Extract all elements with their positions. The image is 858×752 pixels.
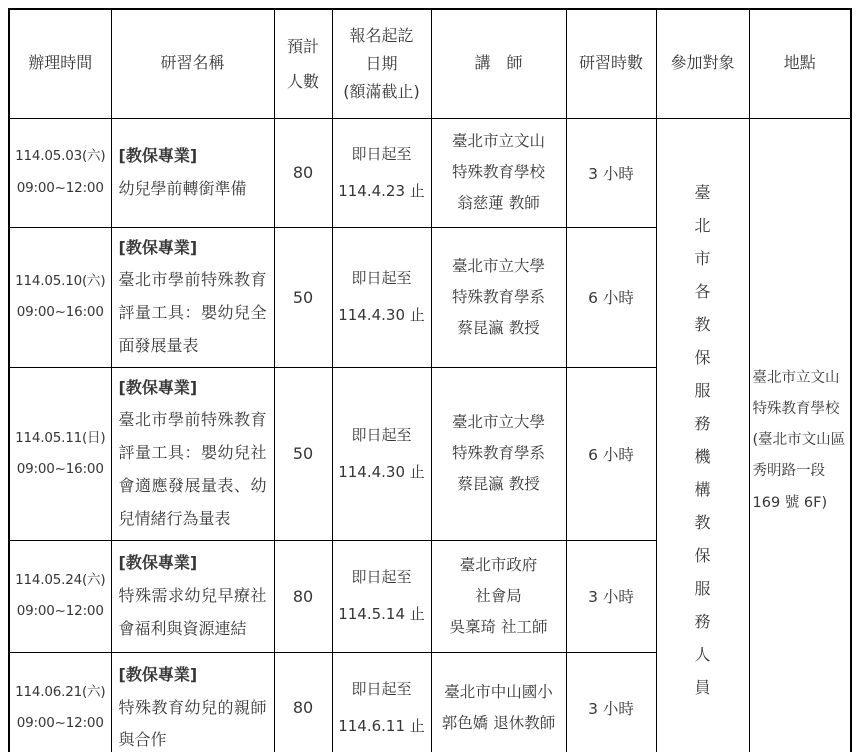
registration-line: 114.4.23 止 (338, 181, 425, 200)
table-header (9, 9, 851, 118)
session-time-line: 09:00~12:00 (16, 714, 104, 731)
cell-session-hours: 6 小時 (566, 227, 656, 367)
target-audience-char: 服 (694, 578, 711, 598)
registration-line: 即日起至 (351, 144, 412, 163)
lecturer-line: 蔡昆瀛 教授 (457, 475, 540, 494)
cell-session-title (111, 118, 274, 227)
location-line: 臺北市立文山 (752, 369, 840, 386)
session-title-text: 臺北市學前特殊教育評量工具：嬰幼兒全面發展量表 (118, 270, 267, 355)
session-category: [教保專業] (118, 552, 198, 572)
cell-lecturer (431, 118, 566, 227)
session-title-text: 特殊教育幼兒的親師與合作 (118, 697, 267, 750)
session-category: [教保專業] (118, 237, 198, 257)
lecturer-line: 臺北市立大學 (451, 256, 545, 275)
cell-lecturer (431, 227, 566, 367)
target-audience-char: 臺 (694, 183, 711, 203)
target-audience-char: 保 (694, 347, 711, 367)
column-header-label: 研習時數 (578, 53, 643, 73)
cell-expected-attendees: 80 (274, 540, 332, 652)
session-category: [教保專業] (118, 145, 198, 165)
session-title-text: 特殊需求幼兒早療社會福利與資源連結 (118, 585, 267, 638)
cell-expected-attendees: 50 (274, 367, 332, 540)
session-time-line: 09:00~12:00 (16, 603, 104, 620)
cell-session-time (9, 540, 111, 652)
session-time-line: 114.06.21(六) (15, 683, 106, 700)
column-header-label: 日期 (365, 53, 398, 73)
session-title-text: 幼兒學前轉銜準備 (118, 178, 247, 198)
session-time-line: 114.05.03(六) (15, 148, 106, 165)
target-audience-char: 保 (694, 545, 711, 565)
lecturer-line: 臺北市立文山 (451, 132, 545, 150)
registration-line: 即日起至 (351, 568, 412, 587)
column-header-registration (332, 9, 431, 118)
cell-session-hours: 3 小時 (566, 118, 656, 227)
lecturer-line: 特殊教育學系 (451, 287, 545, 306)
cell-session-time (9, 118, 111, 227)
cell-session-hours: 3 小時 (566, 652, 656, 752)
column-header-label: (額滿截止) (343, 81, 420, 101)
target-audience-char: 教 (694, 315, 711, 335)
column-header-audience (656, 9, 749, 118)
target-audience-char: 務 (694, 413, 711, 433)
session-time-line: 09:00~16:00 (16, 304, 104, 321)
registration-line: 114.5.14 止 (338, 605, 425, 624)
cell-session-title (111, 540, 274, 652)
lecturer-line: 特殊教育學校 (451, 163, 545, 181)
session-category: [教保專業] (118, 664, 198, 684)
session-time-line: 114.05.24(六) (15, 572, 106, 589)
cell-session-time (9, 227, 111, 367)
session-time-line: 114.05.11(日) (15, 429, 106, 446)
lecturer-line: 特殊教育學系 (451, 444, 545, 463)
lecturer-line: 郭色嬌 退休教師 (441, 713, 556, 732)
column-header-label: 參加對象 (670, 53, 735, 73)
cell-registration-period (332, 227, 431, 367)
session-title-text: 臺北市學前特殊教育評量工具：嬰幼兒社會適應發展量表、幼兒情緒行為量表 (118, 410, 267, 528)
target-audience-char: 員 (694, 677, 711, 697)
cell-session-hours: 3 小時 (566, 540, 656, 652)
cell-registration-period (332, 540, 431, 652)
column-header-location (749, 9, 851, 118)
location-line: 169 號 6F) (752, 494, 828, 511)
cell-expected-attendees: 80 (274, 652, 332, 752)
cell-lecturer (431, 540, 566, 652)
cell-session-time (9, 367, 111, 540)
session-category: [教保專業] (118, 377, 198, 397)
cell-registration-period (332, 652, 431, 752)
column-header-capacity (274, 9, 332, 118)
lecturer-line: 翁慈蓮 教師 (457, 194, 540, 212)
target-audience-char: 人 (694, 644, 711, 664)
column-header-label: 報名起訖 (349, 25, 414, 45)
cell-session-title (111, 367, 274, 540)
table-row (9, 118, 851, 227)
column-header-label: 人數 (286, 71, 319, 91)
column-header-label: 地點 (783, 53, 816, 73)
cell-registration-period (332, 118, 431, 227)
cell-expected-attendees: 80 (274, 118, 332, 227)
registration-line: 即日起至 (351, 269, 412, 288)
lecturer-line: 臺北市立大學 (451, 413, 545, 432)
session-time-line: 09:00~16:00 (16, 460, 104, 477)
column-header-label: 研習名稱 (160, 53, 225, 73)
training-schedule-table (8, 8, 852, 752)
column-header-label: 預計 (286, 36, 319, 56)
column-header-hours (566, 9, 656, 118)
session-time-line: 114.05.10(六) (15, 273, 106, 290)
target-audience-char: 機 (694, 446, 711, 466)
column-header-title (111, 9, 274, 118)
location-line: 秀明路一段 (752, 463, 825, 480)
registration-line: 114.6.11 止 (338, 716, 425, 735)
target-audience-char: 各 (694, 282, 711, 302)
lecturer-line: 社會局 (475, 586, 522, 605)
target-audience-char: 構 (694, 479, 711, 499)
cell-registration-period (332, 367, 431, 540)
cell-lecturer (431, 652, 566, 752)
cell-session-time (9, 652, 111, 752)
table-header-row (9, 9, 851, 118)
column-header-label: 辦理時間 (28, 53, 93, 73)
cell-lecturer (431, 367, 566, 540)
cell-expected-attendees: 50 (274, 227, 332, 367)
registration-line: 即日起至 (351, 425, 412, 444)
target-audience-char: 北 (694, 216, 711, 236)
target-audience-char: 務 (694, 611, 711, 631)
column-header-lecturer (431, 9, 566, 118)
session-time-line: 09:00~12:00 (16, 179, 104, 196)
location-line: (臺北市文山區 (752, 432, 846, 449)
lecturer-line: 吳稟琦 社工師 (449, 617, 548, 636)
location-line: 特殊教育學校 (752, 401, 840, 418)
lecturer-line: 蔡昆瀛 教授 (457, 318, 540, 337)
registration-line: 即日起至 (351, 680, 412, 699)
lecturer-line: 臺北市中山國小 (444, 682, 553, 701)
cell-session-title (111, 652, 274, 752)
column-header-label: 講 師 (474, 53, 523, 73)
registration-line: 114.4.30 止 (338, 306, 425, 325)
table-body (9, 118, 851, 752)
target-audience-char: 教 (694, 512, 711, 532)
lecturer-line: 臺北市政府 (459, 555, 538, 574)
column-header-time (9, 9, 111, 118)
registration-line: 114.4.30 止 (338, 462, 425, 481)
target-audience-char: 服 (694, 380, 711, 400)
target-audience-char: 市 (694, 249, 711, 269)
cell-location (749, 118, 851, 752)
cell-target-audience (656, 118, 749, 752)
cell-session-hours: 6 小時 (566, 367, 656, 540)
cell-session-title (111, 227, 274, 367)
